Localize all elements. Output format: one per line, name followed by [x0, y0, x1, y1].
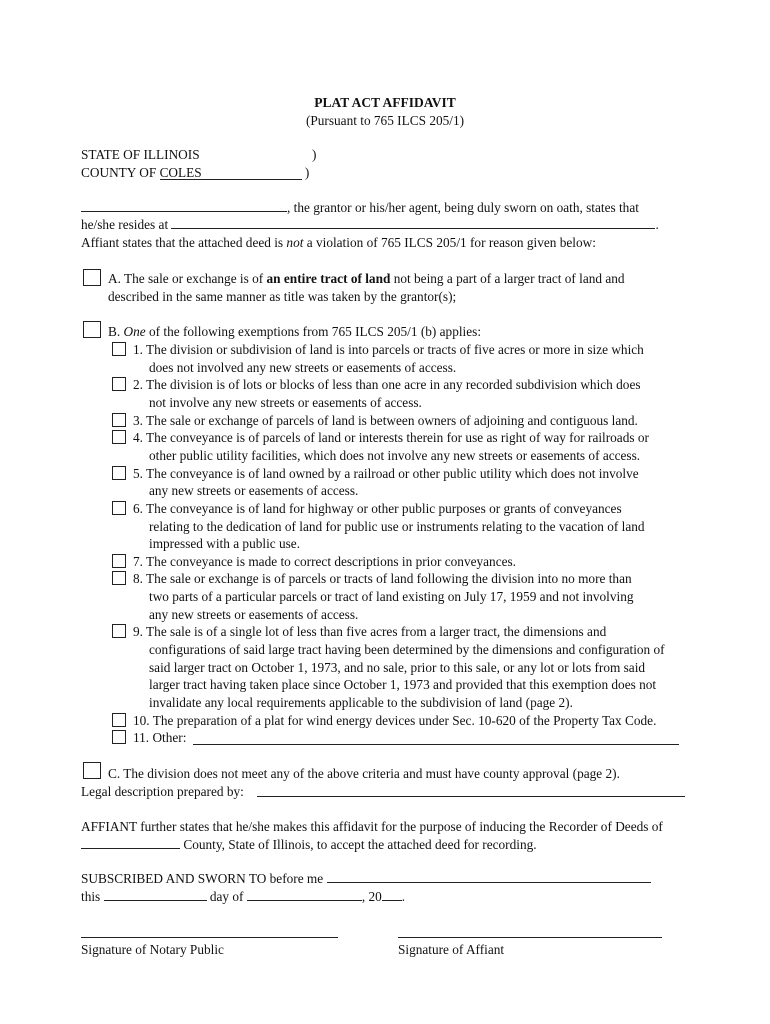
exemption-6-line-1: 6. The conveyance is of land for highway or other public purposes or grants of conveyances	[133, 500, 622, 516]
exemption-1-line-2: does not involved any new streets or easements of access.	[149, 359, 457, 375]
option-a-checkbox[interactable]	[83, 269, 101, 286]
intro-line-1-text: , the grantor or his/her agent, being duly sworn on oath, states that	[287, 200, 639, 215]
year-prefix: , 20	[361, 889, 382, 904]
exemption-9-checkbox[interactable]	[112, 624, 126, 638]
this-label: this	[81, 889, 101, 904]
exemption-9-line-5: invalidate any local requirements applicable to the subdivision of land (page 2).	[149, 695, 573, 710]
exemption-1-line-1: 1. The division or subdivision of land is into parcels or tracts of five acres or more in size which	[133, 342, 644, 357]
exemption-8-checkbox[interactable]	[112, 571, 126, 585]
option-b-pre: B.	[108, 324, 124, 339]
intro-line-3	[81, 234, 596, 252]
exemption-10-checkbox[interactable]	[112, 713, 126, 727]
exemption-9-line-1: 9. The sale is of a single lot of less than five acres from a larger tract, the dimensions and	[133, 624, 607, 640]
exemption-11-line-1: 11. Other:	[133, 730, 187, 746]
exemption-6-line-3: impressed with a public use.	[149, 536, 301, 552]
option-b-post: of the following exemptions from 765 ILCS 205/1 (b) applies:	[145, 324, 482, 339]
exemption-7-checkbox[interactable]	[112, 554, 126, 568]
exemption-9-line-3: said larger tract on October 1, 1973, and no sale, prior to this sale, or any lot or lots from said	[149, 659, 646, 675]
day-field[interactable]	[104, 888, 207, 901]
intro-line-3-pre: Affiant states that the attached deed is	[81, 235, 287, 250]
exemption-3-checkbox[interactable]	[112, 413, 126, 427]
exemption-7-line-1: 7. The conveyance is made to correct descriptions in prior conveyances.	[133, 553, 517, 569]
residence-field[interactable]	[171, 216, 655, 229]
intro-line-1	[81, 199, 639, 217]
affiant-signature-line[interactable]	[398, 937, 662, 938]
affiant-statement-line-2	[81, 836, 537, 854]
resides-label: he/she resides at	[81, 217, 169, 232]
notary-signature-label: Signature of Notary Public	[81, 942, 224, 957]
state-label: STATE OF ILLINOIS	[81, 147, 200, 162]
affiant-statement-line-1: AFFIANT further states that he/she makes this affidavit for the purpose of inducing the Recorder of Deeds of	[81, 819, 663, 834]
exemption-2-line-1: 2. The division is of lots or blocks of less than one acre in any recorded subdivision which does	[133, 377, 641, 393]
exemption-8-line-1: 8. The sale or exchange is of parcels or tracts of land following the division into no more than	[133, 571, 632, 587]
sworn-label: SUBSCRIBED AND SWORN TO before me	[81, 871, 324, 886]
intro-line-2	[81, 216, 659, 234]
exemption-3-line-1: 3. The sale or exchange of parcels of land is between owners of adjoining and contiguous land.	[133, 412, 638, 428]
affiant-name-field[interactable]	[81, 199, 287, 212]
notary-name-field[interactable]	[327, 870, 651, 883]
exemption-8-line-2: two parts of a particular parcels or tract of land existing on July 17, 1959 and not involving	[149, 589, 634, 605]
sworn-line-2	[81, 888, 405, 906]
day-of-label: day of	[209, 889, 244, 904]
option-a-line-1	[108, 270, 625, 288]
option-c-text: C. The division does not meet any of the above criteria and must have county approval (page 2).	[108, 766, 620, 781]
other-reason-field[interactable]	[193, 744, 679, 745]
exemption-1-checkbox[interactable]	[112, 342, 126, 356]
exemption-2-line-2: not involve any new streets or easements of access.	[149, 394, 422, 410]
county-prefix: COUNTY OF	[81, 165, 157, 180]
affiant-statement-line-2-text: County, State of Illinois, to accept the attached deed for recording.	[183, 837, 537, 852]
exemption-6-line-2: relating to the dedication of land for public use or instruments relating to the vacation of land	[149, 518, 645, 534]
exemption-4-checkbox[interactable]	[112, 430, 126, 444]
option-c-checkbox[interactable]	[83, 762, 101, 779]
option-b-heading	[108, 323, 481, 341]
exemption-10-line-1: 10. The preparation of a plat for wind energy devices under Sec. 10-620 of the Property Tax Code.	[133, 712, 657, 728]
exemption-6-checkbox[interactable]	[112, 501, 126, 515]
page-title: PLAT ACT AFFIDAVIT	[314, 95, 456, 110]
page-subtitle: (Pursuant to 765 ILCS 205/1)	[305, 113, 465, 128]
exemption-2-checkbox[interactable]	[112, 377, 126, 391]
legal-description-field[interactable]	[257, 796, 685, 797]
resides-end: .	[655, 217, 659, 232]
exemption-11-checkbox[interactable]	[112, 730, 126, 744]
exemption-5-checkbox[interactable]	[112, 466, 126, 480]
intro-line-3-post: a violation of 765 ILCS 205/1 for reason given below:	[303, 235, 596, 250]
affiant-signature-label: Signature of Affiant	[398, 942, 505, 957]
exemption-9-line-4: larger tract having taken place since October 1, 1973 and provided that this exemption does not	[149, 677, 657, 693]
exemption-5-line-2: any new streets or easements of access.	[149, 483, 359, 499]
sworn-end: .	[401, 889, 406, 904]
month-field[interactable]	[247, 888, 362, 901]
exemption-8-line-3: any new streets or easements of access.	[149, 606, 359, 622]
exemption-4-line-1: 4. The conveyance is of parcels of land or interests therein for use as right of way for railroads or	[133, 430, 649, 446]
exemption-9-line-2: configurations of said large tract having been determined by the dimensions and configuration of	[149, 642, 665, 658]
county-name: COLES	[159, 165, 202, 180]
legal-description-label: Legal description prepared by:	[81, 784, 244, 799]
option-b-em: One	[123, 324, 146, 339]
option-a-bold: an entire tract of land	[266, 271, 391, 286]
intro-line-3-em: not	[286, 235, 304, 250]
county-name-field[interactable]	[160, 166, 302, 180]
county-label	[81, 164, 309, 182]
state-paren: )	[312, 147, 317, 162]
exemption-4-line-2: other public utility facilities, which does not involve any new streets or easements of access.	[149, 447, 641, 463]
county-paren: )	[304, 165, 310, 180]
option-a-post: not being a part of a larger tract of land and	[390, 271, 625, 286]
option-a-line-2: described in the same manner as title was taken by the grantor(s);	[108, 289, 457, 304]
year-field[interactable]	[382, 888, 402, 901]
exemption-5-line-1: 5. The conveyance is of land owned by a railroad or other public utility which does not involve	[133, 465, 639, 481]
sworn-line-1	[81, 870, 651, 888]
recorder-county-field[interactable]	[81, 836, 180, 849]
option-b-checkbox[interactable]	[83, 321, 101, 338]
option-a-pre: A. The sale or exchange is of	[108, 271, 267, 286]
notary-signature-line[interactable]	[81, 937, 338, 938]
